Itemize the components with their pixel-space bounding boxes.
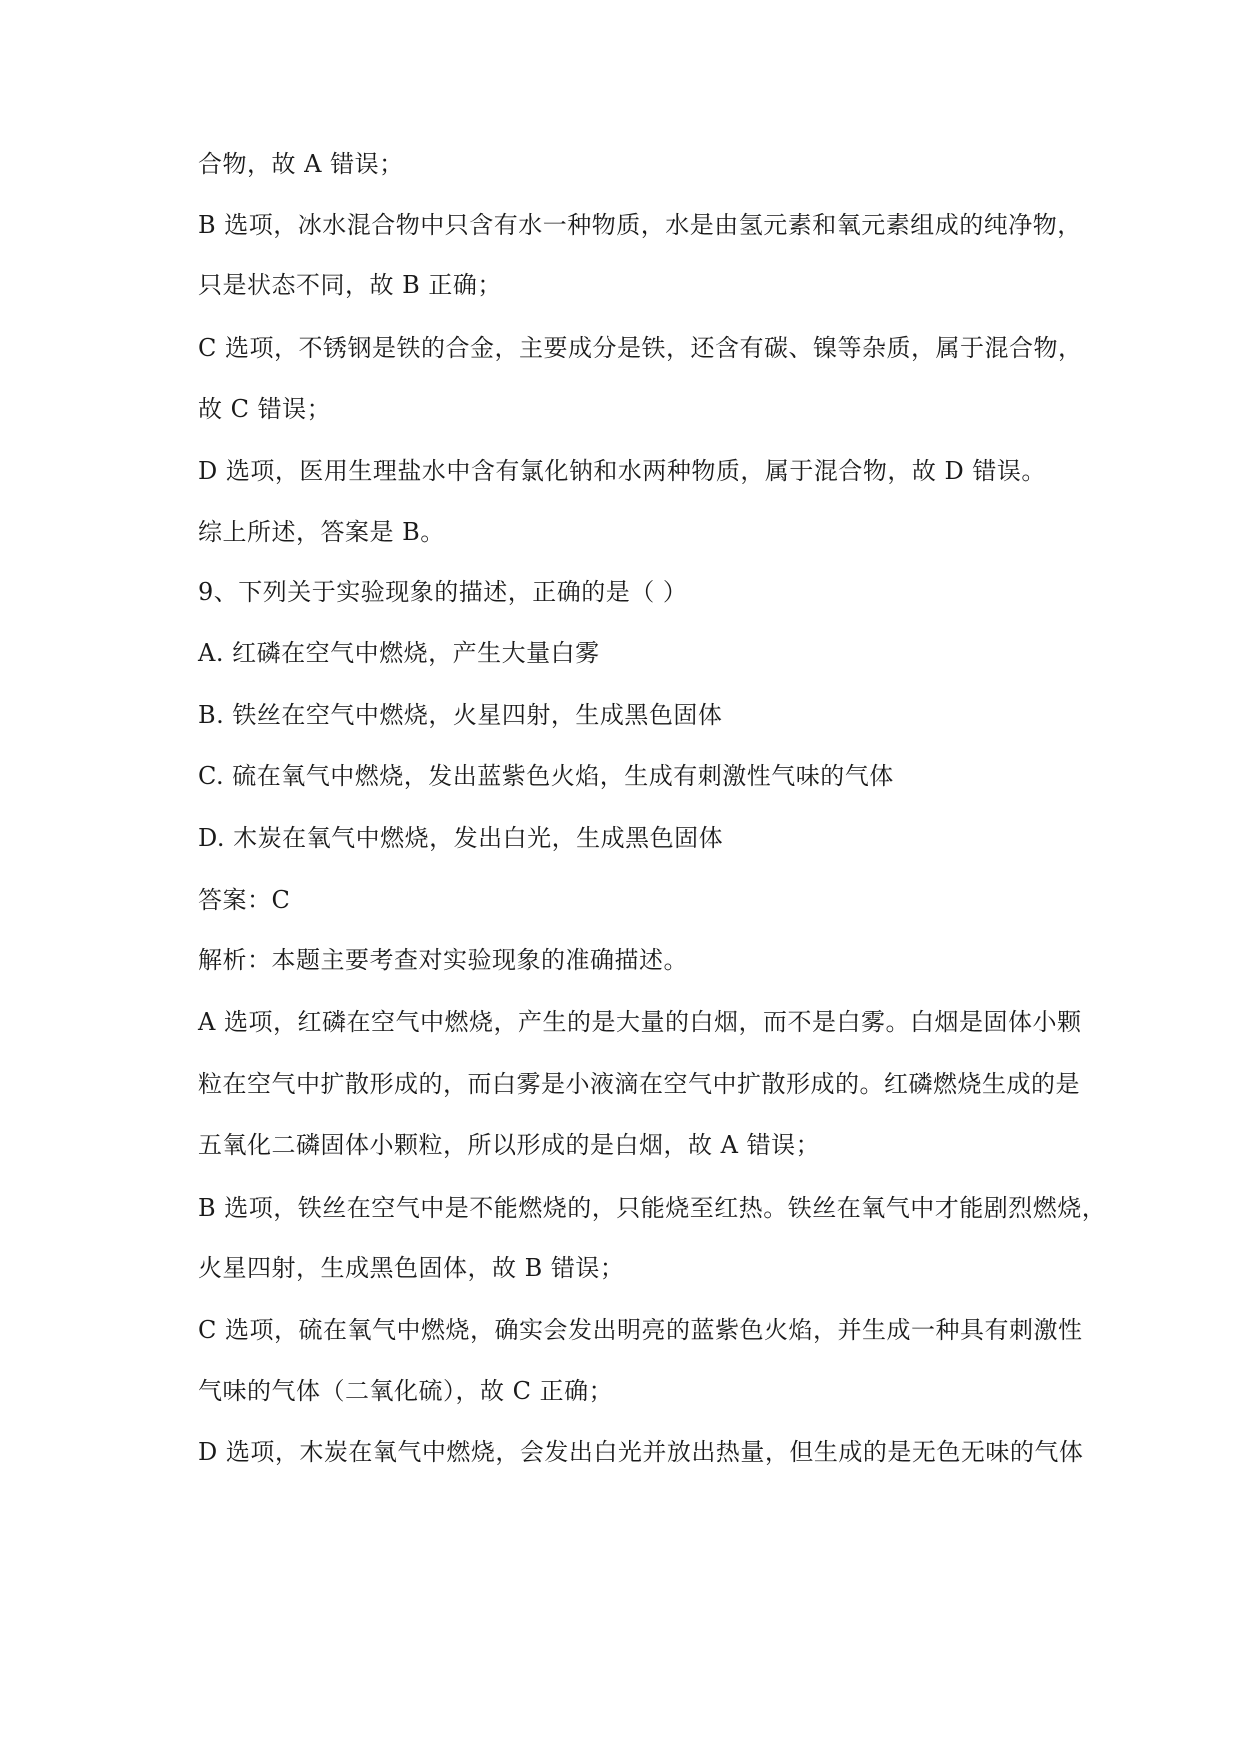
text-line: C 选项，硫在氧气中燃烧，确实会发出明亮的蓝紫色火焰，并生成一种具有刺激性 <box>198 1316 1083 1344</box>
option-d: D. 木炭在氧气中燃烧，发出白光，生成黑色固体 <box>198 824 724 852</box>
text-line: D 选项，木炭在氧气中燃烧，会发出白光并放出热量，但生成的是无色无味的气体 <box>198 1438 1084 1466</box>
answer-line: 答案：C <box>198 886 291 914</box>
text-line: D 选项，医用生理盐水中含有氯化钠和水两种物质，属于混合物，故 D 错误。 <box>198 457 1046 485</box>
option-c: C. 硫在氧气中燃烧，发出蓝紫色火焰，生成有刺激性气味的气体 <box>198 762 894 790</box>
option-b: B. 铁丝在空气中燃烧，火星四射，生成黑色固体 <box>198 701 723 729</box>
text-line: 火星四射，生成黑色固体，故 B 错误； <box>198 1254 625 1282</box>
text-line: B 选项，铁丝在空气中是不能燃烧的，只能烧至红热。铁丝在氧气中才能剧烈燃烧， <box>198 1194 1107 1222</box>
text-line: C 选项，不锈钢是铁的合金，主要成分是铁，还含有碳、镍等杂质，属于混合物， <box>198 334 1083 362</box>
text-line: 综上所述，答案是 B。 <box>198 518 445 546</box>
text-line: A 选项，红磷在空气中燃烧，产生的是大量的白烟，而不是白雾。白烟是固体小颗 <box>198 1008 1082 1036</box>
text-line: 只是状态不同，故 B 正确； <box>198 271 502 299</box>
text-line: 故 C 错误； <box>198 395 332 423</box>
analysis-line: 解析：本题主要考查对实验现象的准确描述。 <box>198 946 688 974</box>
text-line: 粒在空气中扩散形成的，而白雾是小液滴在空气中扩散形成的。红磷燃烧生成的是 <box>198 1070 1080 1098</box>
text-line: 气味的气体（二氧化硫），故 C 正确； <box>198 1377 614 1405</box>
option-a: A. 红磷在空气中燃烧，产生大量白雾 <box>198 639 600 667</box>
text-line: 五氧化二磷固体小颗粒，所以形成的是白烟，故 A 错误； <box>198 1131 821 1159</box>
question-stem: 9、下列关于实验现象的描述，正确的是（ ） <box>198 578 688 606</box>
text-line: B 选项，冰水混合物中只含有水一种物质，水是由氢元素和氧元素组成的纯净物， <box>198 211 1082 239</box>
text-line: 合物，故 A 错误； <box>198 150 404 178</box>
